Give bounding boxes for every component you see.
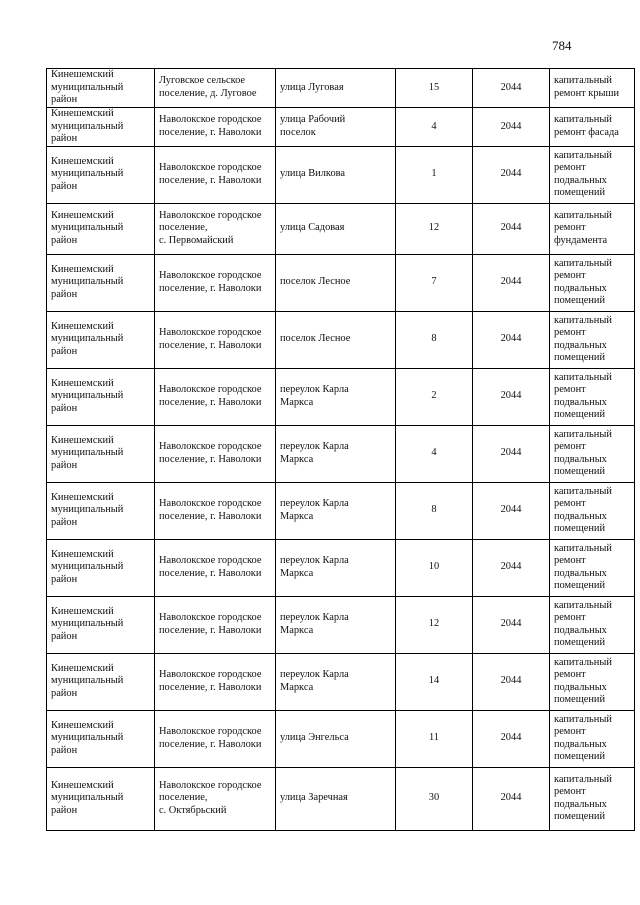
street-cell	[276, 425, 396, 482]
street-cell	[276, 482, 396, 539]
district-cell	[47, 368, 155, 425]
house-number-cell	[396, 69, 473, 108]
work-type-cell	[550, 596, 635, 653]
settlement-cell	[155, 311, 276, 368]
repair-year-cell	[473, 767, 550, 830]
street-cell-text: улица Заречная	[280, 792, 348, 804]
district-cell	[47, 146, 155, 203]
work-type-cell	[550, 653, 635, 710]
settlement-cell-text: Наволокское городское поселение, г. Наволоки	[159, 669, 262, 693]
work-type-cell	[550, 710, 635, 767]
work-type-cell-text: капитальный ремонт подвальных помещений	[554, 656, 612, 706]
street-cell	[276, 368, 396, 425]
house-number-cell-text: 8	[431, 504, 437, 516]
settlement-cell-text: Наволокское городское поселение, г. Наволоки	[159, 270, 262, 294]
street-cell	[276, 69, 396, 108]
house-number-cell	[396, 311, 473, 368]
street-cell	[276, 710, 396, 767]
repair-year-cell-text: 2044	[500, 447, 522, 459]
house-number-cell	[396, 767, 473, 830]
house-number-cell-text: 15	[428, 81, 440, 93]
settlement-cell-text: Луговское сельское поселение, д. Луговое	[159, 75, 257, 99]
street-cell-text: поселок Лесное	[280, 333, 351, 345]
repair-year-cell	[473, 710, 550, 767]
house-number-cell	[396, 710, 473, 767]
table-row	[47, 254, 635, 311]
street-cell-text: переулок Карла Маркса	[280, 441, 349, 465]
house-number-cell-text: 10	[428, 561, 440, 573]
settlement-cell	[155, 425, 276, 482]
repair-year-cell-text: 2044	[500, 675, 522, 687]
repair-year-cell	[473, 539, 550, 596]
work-type-cell	[550, 767, 635, 830]
settlement-cell	[155, 368, 276, 425]
table-body	[47, 69, 635, 831]
district-cell-text: Кинешемский муниципальный район	[51, 108, 124, 145]
street-cell-text: улица Вилкова	[280, 168, 346, 180]
repair-year-cell	[473, 596, 550, 653]
table-row	[47, 767, 635, 830]
house-number-cell-text: 12	[428, 618, 440, 630]
district-cell-text: Кинешемский муниципальный район	[51, 377, 124, 415]
table-row	[47, 653, 635, 710]
table-row	[47, 69, 635, 108]
repair-year-cell-text: 2044	[500, 504, 522, 516]
district-cell-text: Кинешемский муниципальный район	[51, 491, 124, 529]
settlement-cell	[155, 254, 276, 311]
district-cell	[47, 311, 155, 368]
repair-year-cell	[473, 108, 550, 147]
repair-year-cell-text: 2044	[500, 618, 522, 630]
work-type-cell	[550, 539, 635, 596]
repair-year-cell-text: 2044	[500, 792, 522, 804]
district-cell-text: Кинешемский муниципальный район	[51, 662, 124, 700]
street-cell	[276, 653, 396, 710]
street-cell-text: переулок Карла Маркса	[280, 498, 349, 522]
repair-year-cell	[473, 203, 550, 254]
table-row	[47, 596, 635, 653]
district-cell	[47, 254, 155, 311]
house-number-cell	[396, 653, 473, 710]
district-cell	[47, 482, 155, 539]
street-cell-text: улица Садовая	[280, 222, 345, 234]
district-cell-text: Кинешемский муниципальный район	[51, 69, 124, 106]
house-number-cell-text: 12	[428, 222, 440, 234]
work-type-cell	[550, 203, 635, 254]
work-type-cell	[550, 425, 635, 482]
settlement-cell-text: Наволокское городское поселение, г. Наволоки	[159, 498, 262, 522]
district-cell	[47, 425, 155, 482]
house-number-cell	[396, 254, 473, 311]
district-cell-text: Кинешемский муниципальный район	[51, 209, 124, 247]
work-type-cell-text: капитальный ремонт подвальных помещений	[554, 257, 612, 307]
street-cell	[276, 311, 396, 368]
house-number-cell-text: 14	[428, 675, 440, 687]
work-type-cell	[550, 146, 635, 203]
work-type-cell-text: капитальный ремонт крыши	[554, 75, 620, 99]
settlement-cell-text: Наволокское городское поселение, г. Наволоки	[159, 612, 262, 636]
street-cell	[276, 146, 396, 203]
repair-year-cell	[473, 482, 550, 539]
settlement-cell-text: Наволокское городское поселение, г. Наволоки	[159, 384, 262, 408]
settlement-cell	[155, 767, 276, 830]
district-cell-text: Кинешемский муниципальный район	[51, 434, 124, 472]
district-cell	[47, 596, 155, 653]
house-number-cell-text: 4	[431, 120, 437, 132]
table-row	[47, 482, 635, 539]
settlement-cell-text: Наволокское городское поселение, г. Наволоки	[159, 555, 262, 579]
house-number-cell	[396, 203, 473, 254]
repair-year-cell	[473, 653, 550, 710]
work-type-cell-text: капитальный ремонт подвальных помещений	[554, 371, 612, 421]
table-row	[47, 203, 635, 254]
house-number-cell	[396, 368, 473, 425]
street-cell	[276, 767, 396, 830]
street-cell-text: переулок Карла Маркса	[280, 384, 349, 408]
district-cell	[47, 710, 155, 767]
street-cell-text: переулок Карла Маркса	[280, 612, 349, 636]
street-cell	[276, 254, 396, 311]
street-cell-text: переулок Карла Маркса	[280, 555, 349, 579]
table-row	[47, 311, 635, 368]
repair-year-cell	[473, 368, 550, 425]
district-cell-text: Кинешемский муниципальный район	[51, 320, 124, 358]
work-type-cell-text: капитальный ремонт подвальных помещений	[554, 149, 612, 199]
district-cell-text: Кинешемский муниципальный район	[51, 155, 124, 193]
house-number-cell-text: 2	[431, 390, 437, 402]
settlement-cell	[155, 710, 276, 767]
district-cell	[47, 108, 155, 147]
street-cell-text: улица Луговая	[280, 81, 344, 93]
settlement-cell-text: Наволокское городское поселение, г. Наволоки	[159, 114, 262, 138]
settlement-cell-text: Наволокское городское поселение, с. Первомайский	[159, 209, 262, 247]
house-number-cell	[396, 596, 473, 653]
work-type-cell-text: капитальный ремонт подвальных помещений	[554, 485, 612, 535]
repair-year-cell-text: 2044	[500, 168, 522, 180]
district-cell	[47, 539, 155, 596]
district-cell-text: Кинешемский муниципальный район	[51, 605, 124, 643]
repair-year-cell-text: 2044	[500, 276, 522, 288]
work-type-cell-text: капитальный ремонт подвальных помещений	[554, 599, 612, 649]
work-type-cell-text: капитальный ремонт подвальных помещений	[554, 314, 612, 364]
work-type-cell-text: капитальный ремонт фундамента	[554, 209, 612, 247]
settlement-cell	[155, 482, 276, 539]
work-type-cell	[550, 69, 635, 108]
district-cell	[47, 69, 155, 108]
street-cell-text: поселок Лесное	[280, 276, 351, 288]
table-row	[47, 146, 635, 203]
district-cell	[47, 767, 155, 830]
work-type-cell	[550, 368, 635, 425]
repair-year-cell	[473, 254, 550, 311]
district-cell	[47, 653, 155, 710]
repair-schedule-table	[46, 68, 635, 831]
work-type-cell	[550, 311, 635, 368]
repair-year-cell-text: 2044	[500, 561, 522, 573]
work-type-cell-text: капитальный ремонт подвальных помещений	[554, 773, 612, 823]
house-number-cell-text: 11	[428, 732, 439, 744]
repair-year-cell-text: 2044	[500, 120, 522, 132]
district-cell	[47, 203, 155, 254]
settlement-cell	[155, 203, 276, 254]
repair-year-cell-text: 2044	[500, 390, 522, 402]
district-cell-text: Кинешемский муниципальный район	[51, 548, 124, 586]
house-number-cell-text: 30	[428, 792, 440, 804]
work-type-cell	[550, 482, 635, 539]
table-row	[47, 368, 635, 425]
settlement-cell-text: Наволокское городское поселение, г. Наволоки	[159, 726, 262, 750]
street-cell-text: переулок Карла Маркса	[280, 669, 349, 693]
settlement-cell	[155, 653, 276, 710]
repair-year-cell-text: 2044	[500, 333, 522, 345]
house-number-cell-text: 8	[431, 333, 437, 345]
street-cell-text: улица Рабочий поселок	[280, 114, 346, 138]
repair-year-cell-text: 2044	[500, 222, 522, 234]
settlement-cell-text: Наволокское городское поселение, с. Октябрьский	[159, 779, 262, 817]
repair-year-cell	[473, 311, 550, 368]
settlement-cell-text: Наволокское городское поселение, г. Наволоки	[159, 162, 262, 186]
house-number-cell	[396, 146, 473, 203]
settlement-cell	[155, 146, 276, 203]
house-number-cell-text: 4	[431, 447, 437, 459]
table-row	[47, 425, 635, 482]
street-cell-text: улица Энгельса	[280, 732, 349, 744]
work-type-cell	[550, 108, 635, 147]
district-cell-text: Кинешемский муниципальный район	[51, 719, 124, 757]
settlement-cell-text: Наволокское городское поселение, г. Наволоки	[159, 441, 262, 465]
table-row	[47, 108, 635, 147]
street-cell	[276, 596, 396, 653]
district-cell-text: Кинешемский муниципальный район	[51, 263, 124, 301]
page-number: 784	[552, 38, 572, 53]
house-number-cell-text: 7	[431, 276, 437, 288]
work-type-cell-text: капитальный ремонт подвальных помещений	[554, 542, 612, 592]
table-row	[47, 539, 635, 596]
house-number-cell	[396, 108, 473, 147]
settlement-cell	[155, 69, 276, 108]
house-number-cell	[396, 425, 473, 482]
street-cell	[276, 539, 396, 596]
table-row	[47, 710, 635, 767]
house-number-cell	[396, 482, 473, 539]
work-type-cell-text: капитальный ремонт фасада	[554, 114, 619, 138]
district-cell-text: Кинешемский муниципальный район	[51, 779, 124, 817]
settlement-cell	[155, 108, 276, 147]
repair-year-cell	[473, 69, 550, 108]
street-cell	[276, 203, 396, 254]
work-type-cell-text: капитальный ремонт подвальных помещений	[554, 428, 612, 478]
settlement-cell	[155, 596, 276, 653]
repair-year-cell	[473, 146, 550, 203]
street-cell	[276, 108, 396, 147]
house-number-cell-text: 1	[431, 168, 437, 180]
house-number-cell	[396, 539, 473, 596]
repair-year-cell-text: 2044	[500, 81, 522, 93]
repair-year-cell	[473, 425, 550, 482]
work-type-cell	[550, 254, 635, 311]
repair-year-cell-text: 2044	[500, 732, 522, 744]
settlement-cell-text: Наволокское городское поселение, г. Наволоки	[159, 327, 262, 351]
work-type-cell-text: капитальный ремонт подвальных помещений	[554, 713, 612, 763]
settlement-cell	[155, 539, 276, 596]
